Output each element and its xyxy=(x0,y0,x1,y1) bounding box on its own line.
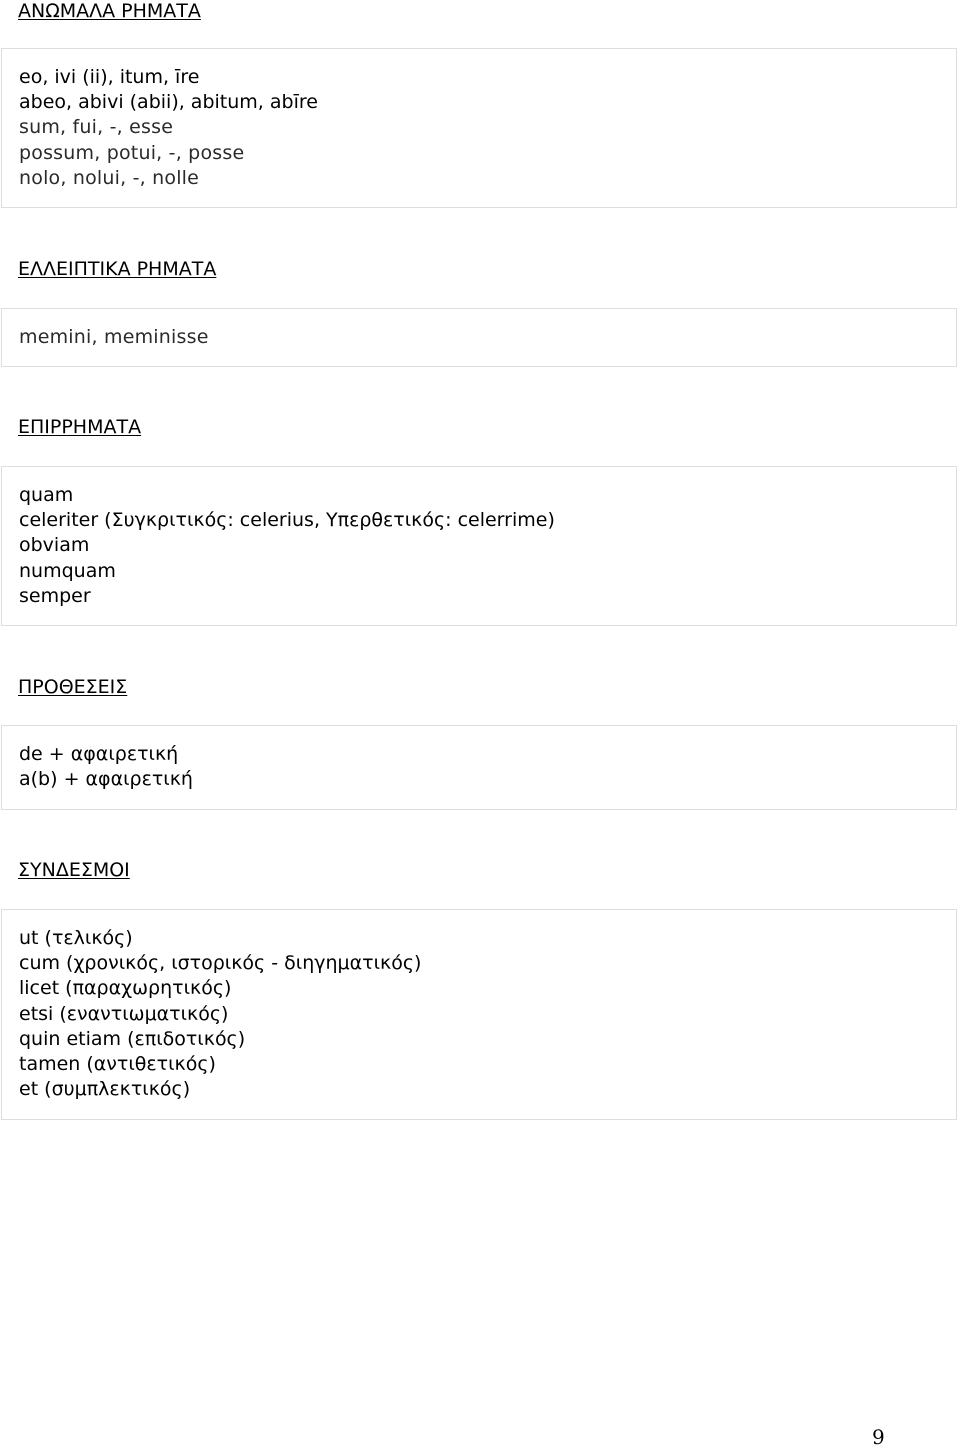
verb-line: memini, meminisse xyxy=(19,326,209,348)
conjunction-line: licet (παραχωρητικός) xyxy=(19,977,232,999)
conjunction-line: etsi (εναντιωματικός) xyxy=(19,1003,229,1025)
conjunction-line: quin etiam (επιδοτικός) xyxy=(19,1028,246,1050)
conjunction-line: tamen (αντιθετικός) xyxy=(19,1053,216,1075)
adverb-line: semper xyxy=(19,585,91,607)
preposition-line: de + αφαιρετική xyxy=(19,743,179,765)
verb-line: nolo, nolui, -, nolle xyxy=(19,167,200,189)
section-heading-epirrimata: ΕΠΙΡΡΗΜΑΤΑ xyxy=(18,416,142,438)
section-heading-anomala-rimata: ΑΝΩΜΑΛΑ ΡΗΜΑΤΑ xyxy=(18,0,201,22)
verb-line: sum, fui, -, esse xyxy=(19,116,174,138)
conjunction-line: ut (τελικός) xyxy=(19,927,133,949)
adverb-line: numquam xyxy=(19,560,116,582)
adverb-line: quam xyxy=(19,484,74,506)
verb-line: eo, ivi (ii), itum, īre xyxy=(19,66,200,88)
adverb-line: celeriter (Συγκριτικός: celerius, Υπερθετικός: celerrime) xyxy=(19,509,555,531)
verb-line: possum, potui, -, posse xyxy=(19,142,245,164)
conjunction-line: et (συμπλεκτικός) xyxy=(19,1078,191,1100)
preposition-line: a(b) + αφαιρετική xyxy=(19,768,193,790)
section-box-protheseis xyxy=(1,725,957,810)
section-box-anomala-rimata xyxy=(1,48,957,208)
section-heading-syndesmoi: ΣΥΝΔΕΣΜΟΙ xyxy=(18,859,130,881)
section-heading-protheseis: ΠΡΟΘΕΣΕΙΣ xyxy=(18,676,128,698)
section-heading-elleiptika-rimata: ΕΛΛΕΙΠΤΙΚΑ ΡΗΜΑΤΑ xyxy=(18,258,217,280)
page-number: 9 xyxy=(872,1425,885,1449)
adverb-line: obviam xyxy=(19,534,90,556)
section-box-syndesmoi xyxy=(1,909,957,1120)
conjunction-line: cum (χρονικός, ιστορικός - διηγηματικός) xyxy=(19,952,422,974)
section-box-epirrimata xyxy=(1,466,957,626)
section-box-elleiptika-rimata xyxy=(1,308,957,367)
verb-line: abeo, abivi (abii), abitum, abīre xyxy=(19,91,318,113)
